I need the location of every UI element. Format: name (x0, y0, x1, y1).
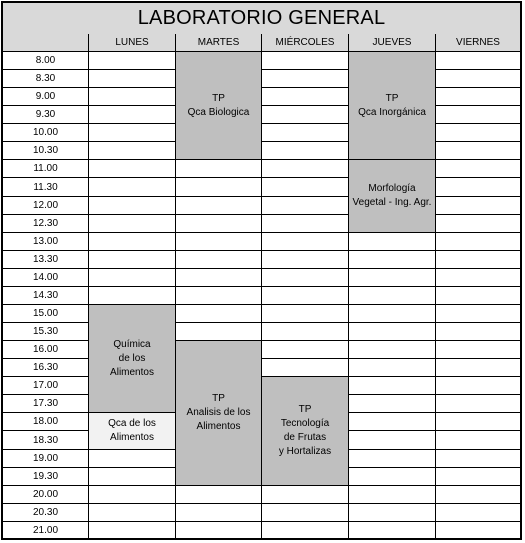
time-label: 10.00 (3, 124, 89, 142)
schedule-cell (436, 160, 520, 178)
schedule-cell (349, 359, 436, 377)
schedule-cell (349, 323, 436, 341)
schedule-cell (176, 504, 262, 522)
schedule-cell (349, 504, 436, 522)
schedule-cell (436, 341, 520, 359)
schedule-cell (349, 233, 436, 251)
schedule-cell (176, 197, 262, 215)
schedule-cell (262, 269, 349, 287)
schedule-cell (436, 215, 520, 233)
time-label: 11.00 (3, 160, 89, 178)
time-label: 13.30 (3, 251, 89, 269)
schedule-cell (176, 287, 262, 305)
time-label: 20.00 (3, 486, 89, 504)
time-label: 15.30 (3, 323, 89, 341)
schedule-cell (436, 197, 520, 215)
schedule-cell (436, 377, 520, 395)
schedule-cell (262, 486, 349, 504)
schedule-cell (262, 251, 349, 269)
time-label: 15.00 (3, 305, 89, 323)
schedule-cell (436, 468, 520, 486)
time-label: 17.00 (3, 377, 89, 395)
schedule-cell (349, 413, 436, 431)
class-block: Qca de los Alimentos (89, 413, 176, 450)
schedule-cell (436, 251, 520, 269)
schedule-cell (89, 269, 176, 287)
schedule-cell (436, 323, 520, 341)
schedule-cell (349, 395, 436, 413)
schedule-cell (262, 323, 349, 341)
schedule-cell (89, 88, 176, 106)
schedule-cell (89, 52, 176, 70)
schedule-cell (436, 486, 520, 504)
schedule-cell (89, 233, 176, 251)
time-label: 21.00 (3, 522, 89, 540)
schedule-cell (176, 522, 262, 540)
schedule-cell (436, 269, 520, 287)
schedule-cell (436, 450, 520, 468)
schedule-cell (89, 215, 176, 233)
schedule-cell (262, 160, 349, 178)
schedule-cell (89, 70, 176, 88)
class-block: TP Analisis de los Alimentos (176, 341, 262, 486)
time-label: 10.30 (3, 142, 89, 160)
schedule-cell (262, 504, 349, 522)
time-label: 18.30 (3, 431, 89, 450)
schedule-cell (176, 233, 262, 251)
schedule-cell (89, 142, 176, 160)
schedule-cell (349, 486, 436, 504)
class-block: TP Tecnología de Frutas y Hortalizas (262, 377, 349, 486)
schedule-cell (176, 160, 262, 178)
schedule-cell (349, 450, 436, 468)
schedule-cell (262, 197, 349, 215)
time-label: 18.00 (3, 413, 89, 431)
schedule-cell (436, 233, 520, 251)
schedule-cell (176, 269, 262, 287)
time-label: 17.30 (3, 395, 89, 413)
schedule-title: LABORATORIO GENERAL (3, 3, 520, 35)
schedule-cell (176, 251, 262, 269)
schedule-cell (262, 178, 349, 197)
time-label: 8.00 (3, 52, 89, 70)
schedule-cell (176, 178, 262, 197)
schedule-cell (349, 468, 436, 486)
schedule-cell (262, 305, 349, 323)
schedule-cell (89, 251, 176, 269)
schedule-cell (89, 504, 176, 522)
time-label: 8.30 (3, 70, 89, 88)
schedule-cell (349, 269, 436, 287)
schedule-cell (89, 178, 176, 197)
schedule-cell (436, 178, 520, 197)
time-label: 16.30 (3, 359, 89, 377)
schedule-cell (436, 413, 520, 431)
day-header-0: LUNES (89, 34, 176, 52)
schedule-cell (89, 468, 176, 486)
schedule-cell (89, 450, 176, 468)
schedule-cell (262, 124, 349, 142)
time-label: 20.30 (3, 504, 89, 522)
schedule-cell (262, 522, 349, 540)
schedule-cell (436, 359, 520, 377)
schedule-cell (262, 233, 349, 251)
schedule-cell (436, 70, 520, 88)
schedule-cell (436, 395, 520, 413)
schedule-cell (349, 377, 436, 395)
time-label: 13.00 (3, 233, 89, 251)
day-header-2: MIÉRCOLES (262, 34, 349, 52)
schedule-cell (436, 88, 520, 106)
schedule-cell (262, 88, 349, 106)
schedule-cell (349, 287, 436, 305)
schedule-cell (262, 52, 349, 70)
schedule-cell (89, 486, 176, 504)
schedule-cell (436, 431, 520, 450)
time-label: 14.30 (3, 287, 89, 305)
time-label: 19.30 (3, 468, 89, 486)
schedule-cell (349, 251, 436, 269)
schedule-cell (89, 197, 176, 215)
schedule-cell (262, 287, 349, 305)
time-label: 11.30 (3, 178, 89, 197)
schedule-cell (349, 341, 436, 359)
schedule-cell (262, 341, 349, 359)
schedule-cell (176, 486, 262, 504)
schedule-cell (349, 431, 436, 450)
class-block: TP Qca Inorgánica (349, 52, 436, 160)
schedule-cell (262, 142, 349, 160)
schedule-cell (176, 323, 262, 341)
time-label: 12.00 (3, 197, 89, 215)
class-block: Morfología Vegetal - Ing. Agr. (349, 160, 436, 233)
schedule-cell (436, 106, 520, 124)
schedule-cell (262, 215, 349, 233)
schedule-cell (436, 124, 520, 142)
time-label: 9.30 (3, 106, 89, 124)
schedule-cell (89, 522, 176, 540)
header-corner (3, 34, 89, 52)
time-label: 16.00 (3, 341, 89, 359)
schedule-cell (349, 522, 436, 540)
schedule-cell (436, 287, 520, 305)
day-header-3: JUEVES (349, 34, 436, 52)
time-label: 14.00 (3, 269, 89, 287)
schedule-cell (436, 142, 520, 160)
schedule-cell (89, 287, 176, 305)
time-label: 19.00 (3, 450, 89, 468)
schedule-cell (89, 160, 176, 178)
schedule-cell (262, 106, 349, 124)
day-header-4: VIERNES (436, 34, 520, 52)
schedule-cell (349, 305, 436, 323)
schedule-cell (436, 305, 520, 323)
time-label: 12.30 (3, 215, 89, 233)
schedule-cell (262, 70, 349, 88)
schedule-cell (262, 359, 349, 377)
schedule-cell (89, 106, 176, 124)
day-header-1: MARTES (176, 34, 262, 52)
schedule-cell (436, 522, 520, 540)
schedule-cell (176, 215, 262, 233)
schedule-cell (176, 305, 262, 323)
schedule-cell (89, 124, 176, 142)
schedule-cell (436, 504, 520, 522)
schedule-cell (436, 52, 520, 70)
class-block: TP Qca Biologica (176, 52, 262, 160)
class-block: Química de los Alimentos (89, 305, 176, 413)
time-label: 9.00 (3, 88, 89, 106)
